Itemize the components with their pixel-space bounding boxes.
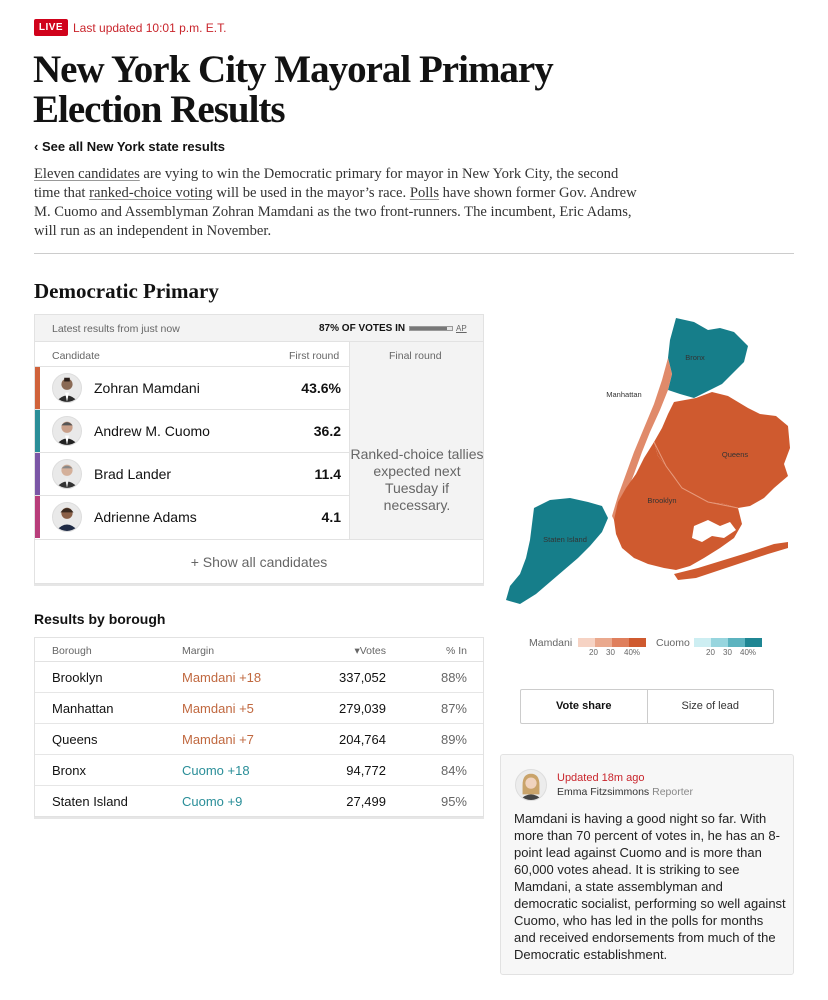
legend-tick: 20 <box>589 648 598 657</box>
legend-tick: 30 <box>606 648 615 657</box>
candidate-first-round-value: 4.1 <box>321 509 341 525</box>
map-mode-toggle <box>520 689 774 724</box>
candidate-column-header: Candidate <box>52 350 100 362</box>
reporter-byline <box>557 786 693 799</box>
borough-margin: Mamdani +5 <box>182 701 254 716</box>
votes-column-header[interactable]: ▾Votes <box>354 645 386 657</box>
borough-row <box>35 662 483 693</box>
legend-cuomo-label: Cuomo <box>656 637 690 649</box>
candidate-first-round-value: 43.6% <box>301 380 341 396</box>
staten-island-label: Staten Island <box>543 535 587 544</box>
live-badge: LIVE <box>34 19 68 36</box>
borough-votes: 204,764 <box>339 732 386 747</box>
divider <box>34 253 794 254</box>
reporter-name[interactable]: Emma Fitzsimmons <box>557 786 650 798</box>
candidate-row <box>35 452 349 495</box>
legend-mamdani-label: Mamdani <box>529 637 573 649</box>
borough-name: Bronx <box>52 763 86 778</box>
polls-link[interactable]: Polls <box>409 185 440 201</box>
bronx-region[interactable] <box>668 318 748 398</box>
borough-pct-in: 95% <box>440 794 467 809</box>
size-of-lead-tab[interactable]: Size of lead <box>681 700 739 712</box>
pct-in-column-header: % In <box>445 645 467 657</box>
candidate-color-stripe <box>35 410 40 452</box>
candidate-first-round-value: 11.4 <box>314 466 341 482</box>
manhattan-label: Manhattan <box>606 390 642 399</box>
borough-name: Queens <box>52 732 98 747</box>
last-updated: Last updated 10:01 p.m. E.T. <box>73 21 227 35</box>
live-update-card <box>500 754 794 975</box>
legend-tick: 40% <box>624 648 641 657</box>
democratic-primary-title: Democratic Primary <box>34 279 219 303</box>
candidate-photo <box>52 373 82 403</box>
borough-row <box>35 693 483 724</box>
borough-pct-in: 88% <box>440 670 467 685</box>
legend-cuomo-swatch <box>728 638 745 647</box>
borough-margin: Cuomo +18 <box>182 763 250 778</box>
reporter-avatar <box>515 769 547 801</box>
page-title: New York City Mayoral Primary Election Results <box>33 48 553 131</box>
borough-table <box>34 637 484 817</box>
intro-text-3: have shown former Gov. Andrew M. Cuomo and Assemblyman Zohran Mamdani as the two front-runners. The incumbent, Eric Adams, will run as an independent in November. <box>34 185 637 239</box>
borough-pct-in: 87% <box>440 701 467 716</box>
borough-column-header: Borough <box>52 645 92 657</box>
legend-cuomo-swatch <box>694 638 711 647</box>
borough-table-header <box>35 638 483 662</box>
legend-cuomo-swatch <box>745 638 762 647</box>
legend-mamdani-swatch <box>629 638 646 647</box>
queens-label: Queens <box>721 450 749 459</box>
intro-paragraph <box>34 165 640 241</box>
ap-source-link[interactable]: AP <box>456 324 467 333</box>
legend-tick: 20 <box>706 648 715 657</box>
legend-cuomo-swatch <box>711 638 728 647</box>
votes-in-progress-bar <box>409 326 453 331</box>
legend-mamdani-swatch <box>595 638 612 647</box>
staten-island-region[interactable] <box>506 498 608 604</box>
borough-row <box>35 755 483 786</box>
borough-votes: 94,772 <box>346 763 386 778</box>
borough-row <box>35 724 483 755</box>
final-round-column-header: Final round <box>389 350 442 362</box>
candidate-row <box>35 366 349 409</box>
nyc-borough-map <box>498 312 798 608</box>
latest-results-label: Latest results from just now <box>52 323 180 335</box>
final-round-column <box>349 342 483 539</box>
reporter-role: Reporter <box>652 786 693 798</box>
candidate-first-round-value: 36.2 <box>313 423 341 439</box>
ranked-choice-link[interactable]: ranked-choice voting <box>89 185 213 201</box>
intro-text-2: will be used in the mayor’s race. <box>212 185 410 201</box>
candidate-photo <box>52 459 82 489</box>
borough-margin: Cuomo +9 <box>182 794 243 809</box>
borough-pct-in: 89% <box>440 732 467 747</box>
borough-name: Brooklyn <box>52 670 103 685</box>
brooklyn-label: Brooklyn <box>647 496 677 505</box>
borough-votes: 27,499 <box>346 794 386 809</box>
candidate-row <box>35 409 349 452</box>
candidate-photo <box>52 502 82 532</box>
intro-text-1: are vying to win the Democratic primary for mayor in New York City, the second time that <box>34 166 619 201</box>
borough-row <box>35 786 483 817</box>
legend-tick: 30 <box>723 648 732 657</box>
candidate-name: Brad Lander <box>94 466 172 482</box>
legend-mamdani-swatch <box>578 638 595 647</box>
votes-in-progress-fill <box>410 327 447 330</box>
results-topbar <box>35 315 483 342</box>
eleven-candidates-link[interactable]: Eleven candidates <box>34 166 140 182</box>
borough-votes: 337,052 <box>339 670 386 685</box>
results-by-borough-title: Results by borough <box>34 611 166 627</box>
borough-votes: 279,039 <box>339 701 386 716</box>
final-round-note: Ranked-choice tallies expected next Tuesday if necessary. <box>350 446 484 513</box>
first-round-column-header: First round <box>289 350 340 362</box>
candidate-photo <box>52 416 82 446</box>
show-all-candidates-button[interactable]: + Show all candidates <box>35 539 483 584</box>
votes-in-label: 87% OF VOTES IN <box>319 323 406 334</box>
borough-margin: Mamdani +7 <box>182 732 254 747</box>
legend-mamdani-swatch <box>612 638 629 647</box>
candidate-name: Zohran Mamdani <box>94 380 200 396</box>
legend-tick: 40% <box>740 648 757 657</box>
candidate-color-stripe <box>35 496 40 538</box>
borough-name: Staten Island <box>52 794 128 809</box>
margin-column-header: Margin <box>182 645 215 657</box>
update-body: Mamdani is having a good night so far. With more than 70 percent of votes in, he has an 8-point lead against Cuomo and is more than 60,000 votes ahead. It is striking to see Mamdani, a state assemblyman and democratic socialist, performing so well against Cuomo, who has led in the polls for months and received endorsements from much of the Democratic establishment. <box>514 811 786 962</box>
candidate-row <box>35 495 349 538</box>
bronx-label: Bronx <box>685 353 705 362</box>
candidate-color-stripe <box>35 453 40 495</box>
update-timestamp: Updated 18m ago <box>557 772 645 784</box>
candidate-name: Adrienne Adams <box>94 509 197 525</box>
vote-share-tab[interactable]: Vote share <box>521 690 648 723</box>
borough-pct-in: 84% <box>440 763 467 778</box>
results-table <box>34 314 484 584</box>
see-all-state-results-link[interactable]: ‹ See all New York state results <box>34 139 225 154</box>
candidate-name: Andrew M. Cuomo <box>94 423 210 439</box>
borough-name: Manhattan <box>52 701 114 716</box>
candidate-color-stripe <box>35 367 40 409</box>
borough-margin: Mamdani +18 <box>182 670 262 685</box>
